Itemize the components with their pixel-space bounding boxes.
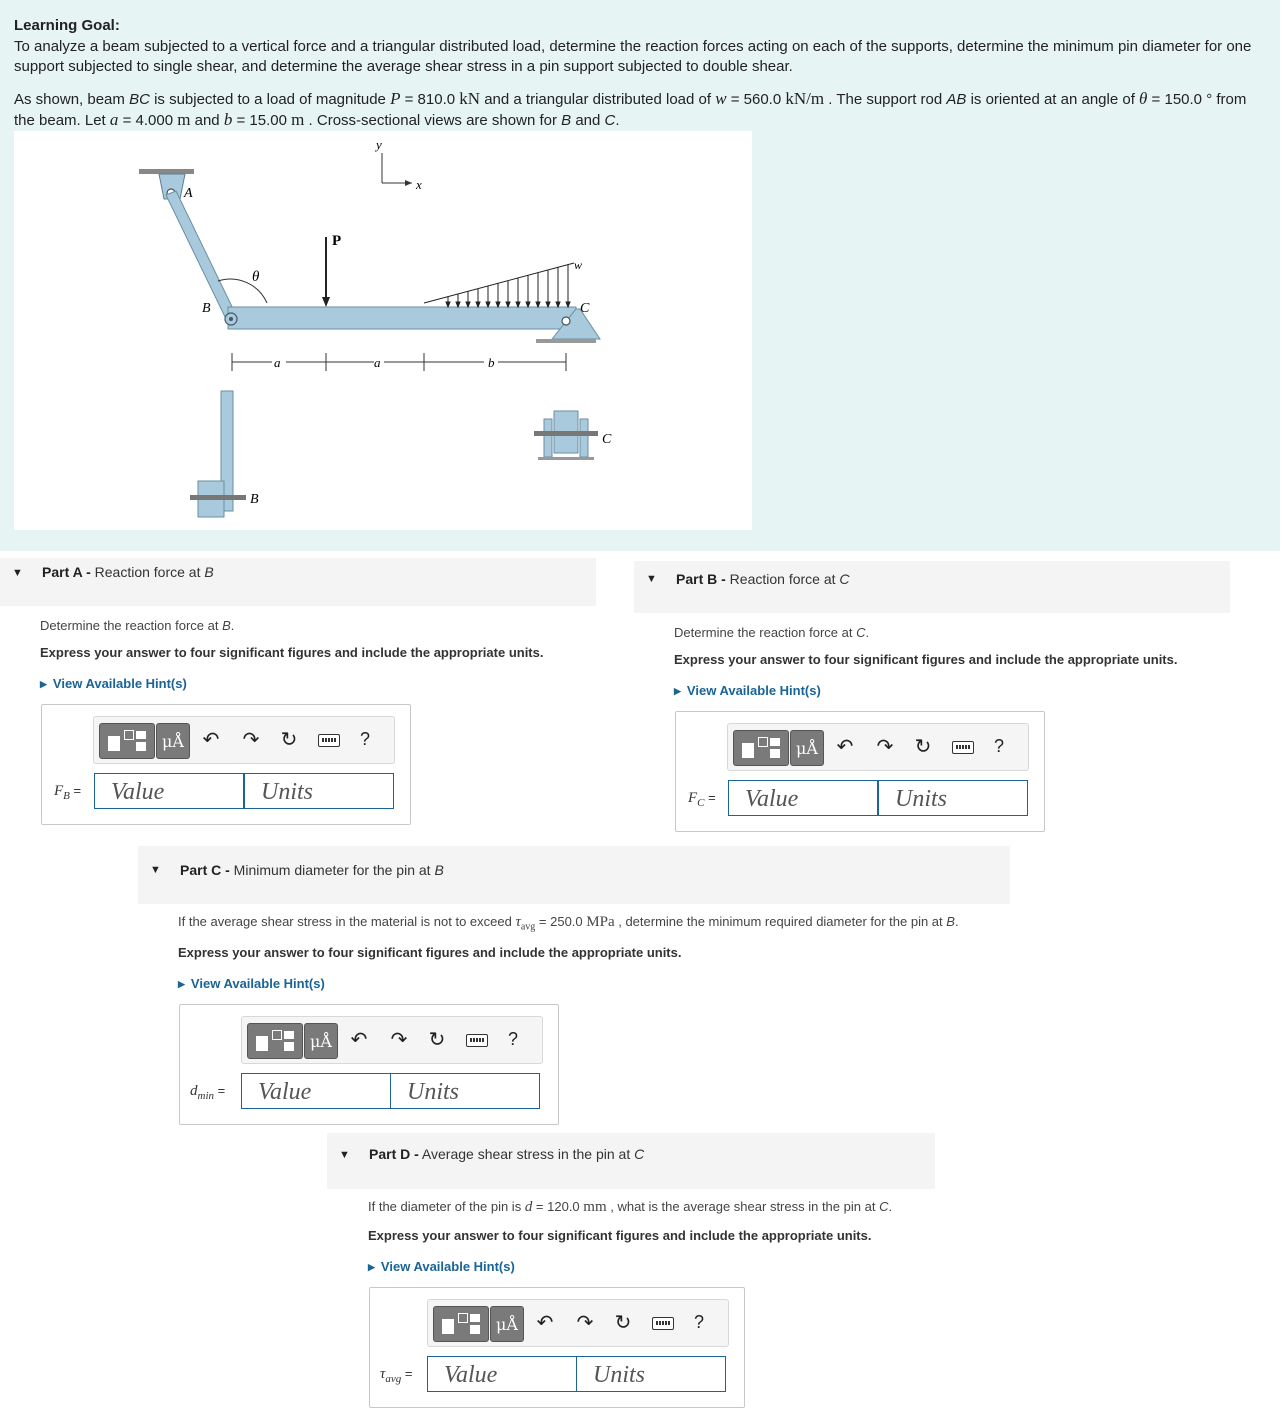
part-b-label: $F_C$ = [688,790,716,809]
caret-right-icon: ▶ [368,1262,375,1272]
undo-icon[interactable]: ↶ [350,1029,368,1051]
part-a-toolbar [93,716,395,764]
units-button[interactable]: μÅ [790,730,824,766]
caret-right-icon: ▶ [178,979,185,989]
x-axis-arrow [405,180,412,186]
redo-icon[interactable]: ↷ [576,1312,594,1334]
cross-section-b-pin [190,495,246,500]
part-b-instructions: Express your answer to four significant figures and include the appropriate units. [674,652,1178,667]
units-button[interactable]: μÅ [490,1306,524,1342]
label-dim-b: b [488,355,495,370]
collapse-icon[interactable]: ▼ [646,573,657,585]
part-a-value-input[interactable]: Value [94,773,244,809]
help-icon[interactable]: ? [508,1029,519,1049]
part-d-description: If the diameter of the pin is d = 120.0 mm , what is the average shear stress in the pin at C. [368,1199,893,1215]
part-d-answer-box [369,1287,745,1408]
ceiling-plate [139,169,194,174]
load-p-arrow [322,297,330,307]
part-d-label: $\tau_{avg}$ = [380,1366,413,1385]
part-b-hint-link[interactable]: ▶ View Available Hint(s) [674,683,821,698]
part-c-toolbar [241,1016,543,1064]
undo-icon[interactable]: ↶ [836,736,854,758]
part-c-header[interactable]: ▼ Part C - Minimum diameter for the pin at B [138,846,1010,904]
help-icon[interactable]: ? [994,736,1005,756]
redo-icon[interactable]: ↷ [876,736,894,758]
part-b-description: Determine the reaction force at C. [674,625,870,640]
part-a-instructions: Express your answer to four significant figures and include the appropriate units. [40,645,544,660]
part-b-header[interactable]: ▼ Part B - Reaction force at C [634,561,1230,613]
collapse-icon[interactable]: ▼ [339,1149,350,1161]
part-a-header[interactable]: ▼ Part A - Reaction force at B [0,558,596,606]
help-icon[interactable]: ? [694,1312,705,1332]
label-c: C [580,301,590,316]
undo-icon[interactable]: ↶ [202,729,220,751]
label-theta: θ [252,269,260,285]
part-d-hint-link[interactable]: ▶ View Available Hint(s) [368,1259,515,1274]
collapse-icon[interactable]: ▼ [150,864,161,876]
cross-section-c-pin [534,431,598,436]
part-d-instructions: Express your answer to four significant figures and include the appropriate units. [368,1228,872,1243]
label-dim-a2: a [374,355,381,370]
ground-plate [536,339,596,343]
label-cross-b: B [250,492,259,507]
templates-button[interactable] [247,1023,303,1059]
label-cross-c: C [602,432,612,447]
learning-goal-text: To analyze a beam subjected to a vertical force and a triangular distributed load, determine the reaction forces acting on each of the supports, determine the minimum pin diameter for one support subjected to single shear, and determine the average shear stress in a pin support subjected to double shear. [14,38,1252,75]
part-b-toolbar [727,723,1029,771]
part-c-description: If the average shear stress in the material is not to exceed $\tau_{avg} = 250.0$ MPa , determine the minimum required diameter for the pin at B. [178,914,959,933]
help-icon[interactable]: ? [360,729,371,749]
keyboard-icon[interactable] [652,1317,674,1330]
keyboard-icon[interactable] [952,741,974,754]
learning-goal-title: Learning Goal: [14,17,120,34]
keyboard-icon[interactable] [466,1034,488,1047]
part-c-instructions: Express your answer to four significant figures and include the appropriate units. [178,945,682,960]
reset-icon[interactable]: ↻ [428,1029,446,1051]
reset-icon[interactable]: ↻ [914,736,932,758]
part-a-units-input[interactable]: Units [244,773,394,809]
part-a-label: $F_B$ = [54,783,82,802]
templates-button[interactable] [733,730,789,766]
dimension-line [232,353,566,371]
label-p: P [332,233,342,249]
caret-right-icon: ▶ [40,679,47,689]
part-a-hint-link[interactable]: ▶ View Available Hint(s) [40,676,187,691]
part-d-header[interactable]: ▼ Part D - Average shear stress in the pin at C [327,1133,935,1189]
part-c-value-input[interactable]: Value [241,1073,391,1109]
part-d-toolbar [427,1299,729,1347]
problem-statement: As shown, beam BC is subjected to a load of magnitude P = 810.0 kN and a triangular distributed load of w = 560.0 kN/m . The support rod AB is oriented at an angle of θ = 150.0 ° from the beam. Let a = 4.000 m and b = 15.00 m . Cross-sectional views are shown for B and C. [14,89,1247,129]
part-b-answer-box [675,711,1045,832]
part-c-hint-link[interactable]: ▶ View Available Hint(s) [178,976,325,991]
templates-button[interactable] [99,723,155,759]
part-c-units-input[interactable]: Units [390,1073,540,1109]
part-a-answer-box [41,704,411,825]
beam-diagram [14,131,752,530]
distributed-load-line [424,263,574,303]
cross-section-c-left-plate [544,419,552,457]
part-c-label: $d_{min}$ = [190,1083,226,1102]
undo-icon[interactable]: ↶ [536,1312,554,1334]
pin-c [562,317,570,325]
part-d-value-input[interactable]: Value [427,1356,577,1392]
part-b-units-input[interactable]: Units [878,780,1028,816]
distributed-load-arrows [446,265,570,307]
x-axis-label: x [416,177,422,192]
collapse-icon[interactable]: ▼ [12,567,23,579]
units-button[interactable]: μÅ [304,1023,338,1059]
label-w: w [574,258,583,272]
part-b-value-input[interactable]: Value [728,780,878,816]
label-dim-a1: a [274,355,281,370]
part-c-answer-box [179,1004,559,1125]
caret-right-icon: ▶ [674,686,681,696]
beam-bc [228,307,576,329]
reset-icon[interactable]: ↻ [614,1312,632,1334]
label-b: B [202,301,211,316]
templates-button[interactable] [433,1306,489,1342]
y-axis-label: y [376,137,382,152]
redo-icon[interactable]: ↷ [242,729,260,751]
label-a: A [184,186,193,201]
beam-figure [14,131,752,530]
units-button[interactable]: μÅ [156,723,190,759]
reset-icon[interactable]: ↻ [280,729,298,751]
part-a-description: Determine the reaction force at B. [40,618,235,633]
keyboard-icon[interactable] [318,734,340,747]
cross-section-c-right-plate [580,419,588,457]
part-d-units-input[interactable]: Units [576,1356,726,1392]
redo-icon[interactable]: ↷ [390,1029,408,1051]
